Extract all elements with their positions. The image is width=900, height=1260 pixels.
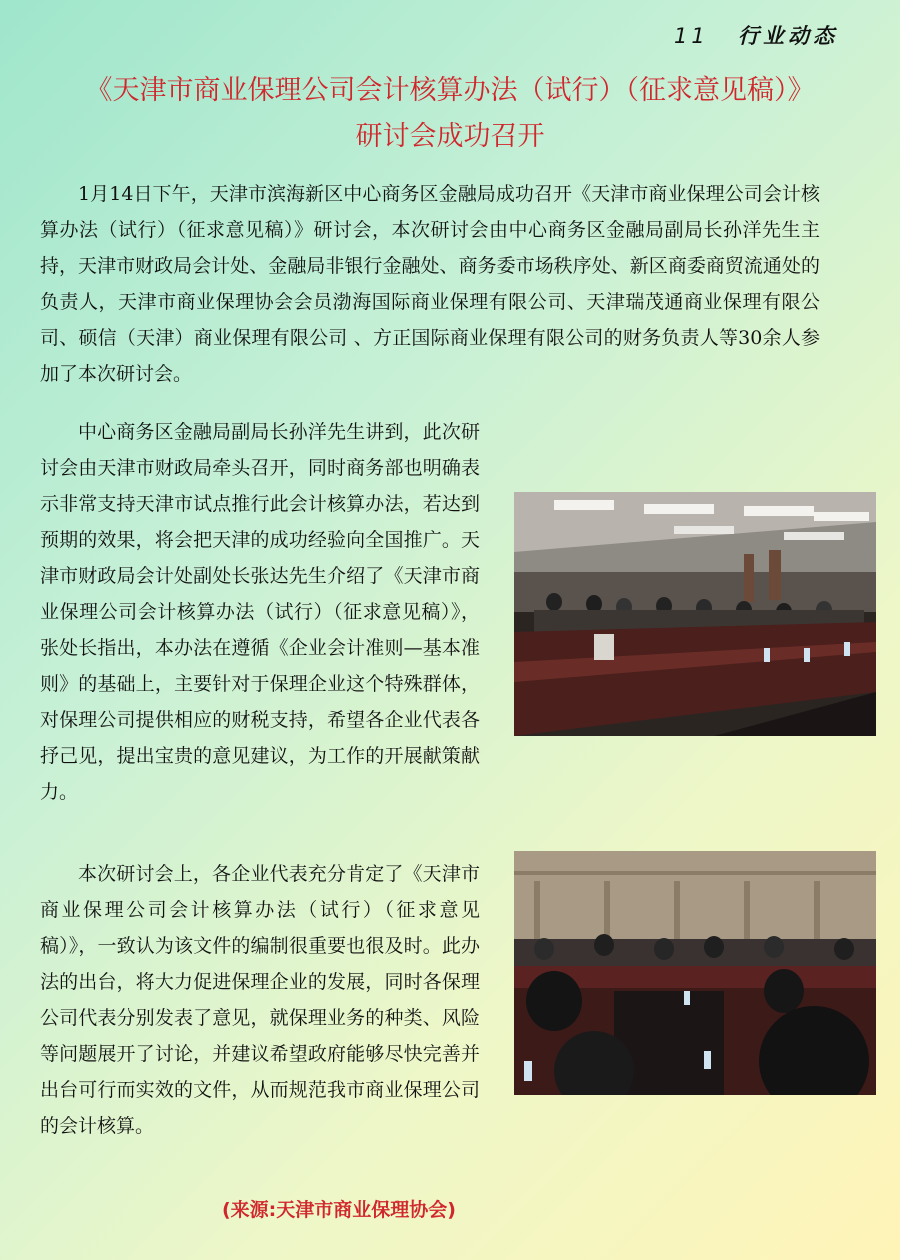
paragraph-intro: 1月14日下午，天津市滨海新区中心商务区金融局成功召开《天津市商业保理公司会计核算办法（试行）（征求意见稿）》研讨会，本次研讨会由中心商务区金融局副局长孙洋先生主持，天津市财政局会计处、金融局非银行金融处、商务委市场秩序处、新区商委商贸流通处的负责人，天津市商业保理协会会员渤海国际商业保理有限公司、天津瑞茂通商业保理有限公司、硕信（天津）商业保理有限公司 、方正国际商业保理有限公司的财务负责人等30余人参加了本次研讨会。 (40, 183, 820, 385)
section-name: 行业动态 (738, 24, 838, 48)
meeting-photo-1 (514, 492, 876, 736)
page-number: 11 (673, 24, 709, 48)
title-line-1: 《天津市商业保理公司会计核算办法（试行）（征求意见稿）》 (85, 75, 815, 106)
source-credit: (来源:天津市商业保理协会) (222, 1199, 456, 1221)
page-header (674, 20, 838, 50)
meeting-photo-2 (514, 851, 876, 1095)
article-title (40, 68, 860, 160)
paragraph-discussion: 本次研讨会上，各企业代表充分肯定了《天津市商业保理公司会计核算办法（试行）（征求意见稿）》，一致认为该文件的编制很重要也很及时。此办法的出台，将大力促进保理企业的发展，同时各保理公司代表分别发表了意见，就保理业务的种类、风险等问题展开了讨论，并建议希望政府能够尽快完善并出台可行而实效的文件，从而规范我市商业保理公司的会计核算。 (40, 863, 480, 1137)
paragraph-speech: 中心商务区金融局副局长孙洋先生讲到，此次研讨会由天津市财政局牵头召开，同时商务部也明确表示非常支持天津市试点推行此会计核算办法，若达到预期的效果，将会把天津的成功经验向全国推广。天津市财政局会计处副处长张达先生介绍了《天津市商业保理公司会计核算办法（试行）（征求意见稿）》，张处长指出，本办法在遵循《企业会计准则—基本准则》的基础上，主要针对于保理企业这个特殊群体，对保理公司提供相应的财税支持，希望各企业代表各抒己见，提出宝贵的意见建议，为工作的开展献策献力。 (40, 421, 480, 803)
title-line-2: 研讨会成功召开 (355, 121, 545, 152)
